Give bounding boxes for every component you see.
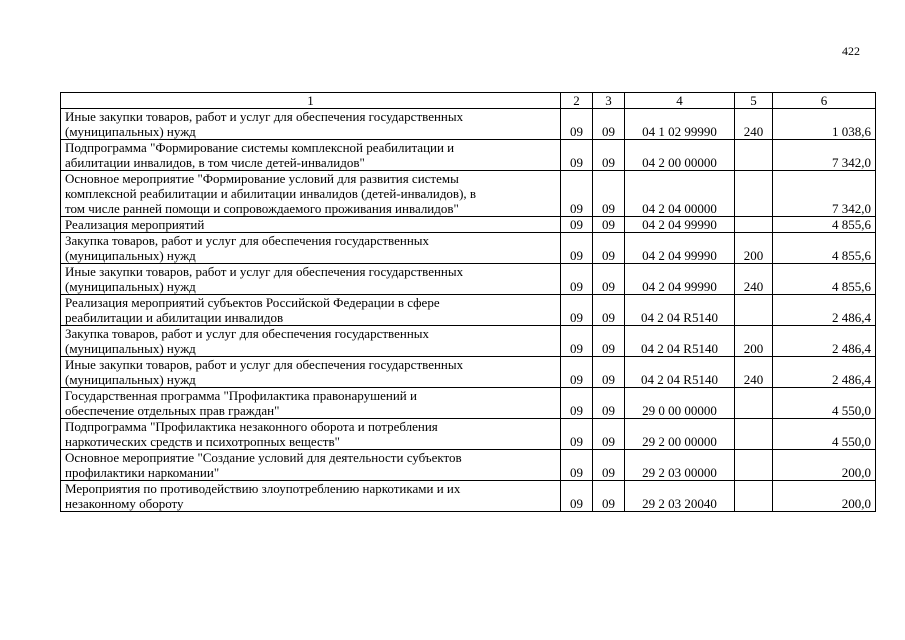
row-target-cell: 04 2 04 99990 — [625, 264, 735, 295]
row-amount-cell: 4 855,6 — [773, 233, 876, 264]
row-target-cell: 04 2 04 R5140 — [625, 326, 735, 357]
row-name-cell — [61, 109, 561, 140]
row-name-cell — [61, 326, 561, 357]
row-section-cell: 09 — [561, 388, 593, 419]
row-section-cell: 09 — [561, 419, 593, 450]
row-name-line: Подпрограмма "Профилактика незаконного оборота и потребления — [65, 419, 438, 434]
row-name-line: (муниципальных) нужд — [65, 341, 196, 356]
row-target-cell: 04 2 04 R5140 — [625, 295, 735, 326]
row-name-line: (муниципальных) нужд — [65, 248, 196, 263]
row-name-line: комплексной реабилитации и абилитации инвалидов (детей-инвалидов), в — [65, 186, 477, 201]
row-subsection-cell: 09 — [593, 419, 625, 450]
table-row — [61, 233, 876, 264]
row-amount-cell: 1 038,6 — [773, 109, 876, 140]
row-type-cell: 200 — [735, 326, 773, 357]
table-row — [61, 357, 876, 388]
header-cell-amount: 6 — [773, 93, 876, 109]
row-subsection-cell: 09 — [593, 388, 625, 419]
table-row — [61, 388, 876, 419]
row-name-line: Реализация мероприятий — [65, 217, 205, 232]
row-type-cell: 200 — [735, 233, 773, 264]
row-target-cell: 04 2 04 00000 — [625, 171, 735, 217]
row-name-cell — [61, 233, 561, 264]
row-section-cell: 09 — [561, 217, 593, 233]
row-target-cell: 29 2 03 00000 — [625, 450, 735, 481]
row-name-line: Мероприятия по противодействию злоупотреблению наркотиками и их — [65, 481, 461, 496]
row-name-line: Основное мероприятие "Формирование условий для развития системы — [65, 171, 459, 186]
row-target-cell: 29 2 03 20040 — [625, 481, 735, 512]
header-cell-name: 1 — [61, 93, 561, 109]
row-name-line: Реализация мероприятий субъектов Российской Федерации в сфере — [65, 295, 440, 310]
row-amount-cell: 2 486,4 — [773, 295, 876, 326]
row-name-line: наркотических средств и психотропных веществ" — [65, 434, 340, 449]
row-target-cell: 29 0 00 00000 — [625, 388, 735, 419]
row-subsection-cell: 09 — [593, 140, 625, 171]
row-section-cell: 09 — [561, 233, 593, 264]
row-section-cell: 09 — [561, 171, 593, 217]
table-row — [61, 419, 876, 450]
table-body — [61, 93, 876, 512]
row-name-cell — [61, 388, 561, 419]
row-name-line: обеспечение отдельных прав граждан" — [65, 403, 280, 418]
table-row — [61, 264, 876, 295]
row-section-cell: 09 — [561, 295, 593, 326]
row-name-cell — [61, 264, 561, 295]
row-section-cell: 09 — [561, 109, 593, 140]
row-type-cell — [735, 388, 773, 419]
row-name-line: том числе ранней помощи и сопровождаемого проживания инвалидов" — [65, 201, 459, 216]
row-section-cell: 09 — [561, 357, 593, 388]
row-subsection-cell: 09 — [593, 109, 625, 140]
header-cell-target: 4 — [625, 93, 735, 109]
row-subsection-cell: 09 — [593, 450, 625, 481]
row-name-line: реабилитации и абилитации инвалидов — [65, 310, 284, 325]
row-name-line: Иные закупки товаров, работ и услуг для обеспечения государственных — [65, 357, 464, 372]
row-name-cell — [61, 481, 561, 512]
row-subsection-cell: 09 — [593, 357, 625, 388]
row-type-cell — [735, 450, 773, 481]
table-row — [61, 140, 876, 171]
row-type-cell: 240 — [735, 357, 773, 388]
row-name-line: Иные закупки товаров, работ и услуг для обеспечения государственных — [65, 109, 464, 124]
row-name-cell — [61, 357, 561, 388]
row-type-cell — [735, 171, 773, 217]
row-section-cell: 09 — [561, 450, 593, 481]
row-type-cell — [735, 419, 773, 450]
row-subsection-cell: 09 — [593, 326, 625, 357]
row-name-line: Закупка товаров, работ и услуг для обеспечения государственных — [65, 233, 430, 248]
row-name-line: (муниципальных) нужд — [65, 124, 196, 139]
row-name-cell — [61, 295, 561, 326]
table-row — [61, 326, 876, 357]
row-type-cell — [735, 295, 773, 326]
row-name-line: абилитации инвалидов, в том числе детей-инвалидов" — [65, 155, 365, 170]
row-type-cell: 240 — [735, 264, 773, 295]
row-name-line: Закупка товаров, работ и услуг для обеспечения государственных — [65, 326, 430, 341]
table-row — [61, 217, 876, 233]
row-amount-cell: 7 342,0 — [773, 171, 876, 217]
row-target-cell: 04 2 04 99990 — [625, 217, 735, 233]
row-section-cell: 09 — [561, 326, 593, 357]
table-row — [61, 109, 876, 140]
page-number: 422 — [842, 44, 860, 58]
row-amount-cell: 4 550,0 — [773, 388, 876, 419]
table-row — [61, 295, 876, 326]
row-subsection-cell: 09 — [593, 481, 625, 512]
header-cell-subsection: 3 — [593, 93, 625, 109]
table-row — [61, 171, 876, 217]
row-target-cell: 04 1 02 99990 — [625, 109, 735, 140]
row-subsection-cell: 09 — [593, 171, 625, 217]
row-type-cell — [735, 217, 773, 233]
row-target-cell: 04 2 04 R5140 — [625, 357, 735, 388]
row-section-cell: 09 — [561, 264, 593, 295]
row-name-line: профилактики наркомании" — [65, 465, 220, 480]
row-name-line: Основное мероприятие "Создание условий для деятельности субъектов — [65, 450, 462, 465]
row-name-line: (муниципальных) нужд — [65, 372, 196, 387]
row-section-cell: 09 — [561, 140, 593, 171]
row-amount-cell: 200,0 — [773, 481, 876, 512]
row-type-cell — [735, 140, 773, 171]
row-amount-cell: 2 486,4 — [773, 326, 876, 357]
row-target-cell: 04 2 04 99990 — [625, 233, 735, 264]
row-name-line: Иные закупки товаров, работ и услуг для обеспечения государственных — [65, 264, 464, 279]
table-row — [61, 481, 876, 512]
row-subsection-cell: 09 — [593, 233, 625, 264]
row-type-cell — [735, 481, 773, 512]
row-type-cell: 240 — [735, 109, 773, 140]
row-name-cell — [61, 419, 561, 450]
row-amount-cell: 4 550,0 — [773, 419, 876, 450]
row-name-cell — [61, 140, 561, 171]
row-target-cell: 04 2 00 00000 — [625, 140, 735, 171]
row-name-line: незаконному обороту — [65, 496, 184, 511]
header-cell-type: 5 — [735, 93, 773, 109]
row-name-line: (муниципальных) нужд — [65, 279, 196, 294]
row-subsection-cell: 09 — [593, 264, 625, 295]
row-name-cell — [61, 217, 561, 233]
row-subsection-cell: 09 — [593, 295, 625, 326]
row-amount-cell: 2 486,4 — [773, 357, 876, 388]
table-header-row — [61, 93, 876, 109]
row-amount-cell: 7 342,0 — [773, 140, 876, 171]
row-subsection-cell: 09 — [593, 217, 625, 233]
row-amount-cell: 4 855,6 — [773, 217, 876, 233]
row-name-cell — [61, 171, 561, 217]
table-row — [61, 450, 876, 481]
budget-table — [60, 92, 876, 512]
header-cell-section: 2 — [561, 93, 593, 109]
row-target-cell: 29 2 00 00000 — [625, 419, 735, 450]
row-amount-cell: 4 855,6 — [773, 264, 876, 295]
row-name-line: Подпрограмма "Формирование системы комплексной реабилитации и — [65, 140, 455, 155]
row-name-line: Государственная программа "Профилактика правонарушений и — [65, 388, 417, 403]
row-name-cell — [61, 450, 561, 481]
row-amount-cell: 200,0 — [773, 450, 876, 481]
row-section-cell: 09 — [561, 481, 593, 512]
